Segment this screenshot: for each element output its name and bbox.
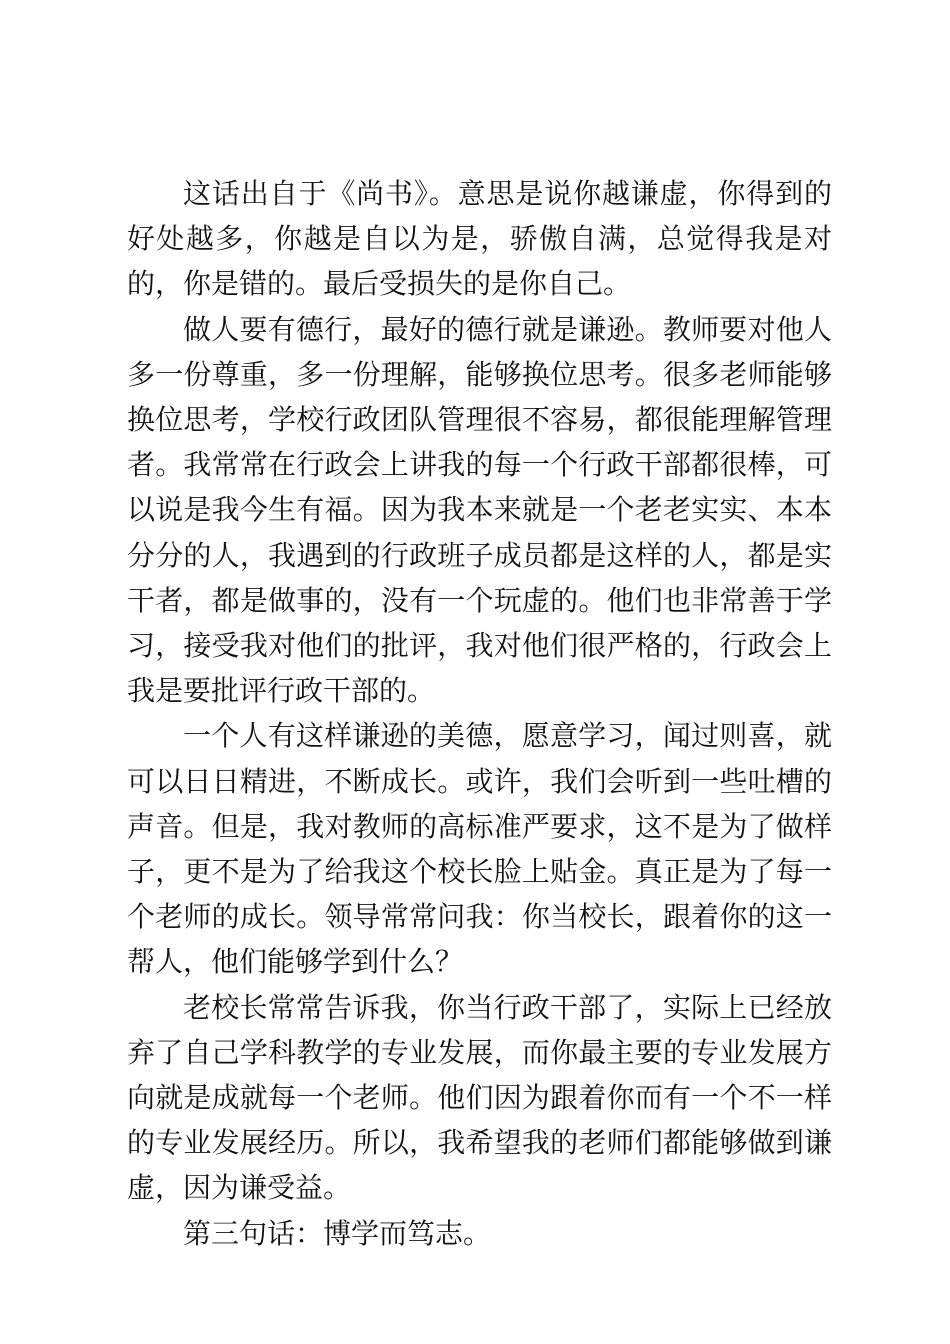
document-body	[127, 171, 832, 1256]
paragraph-growth: 一个人有这样谦逊的美德，愿意学习，闻过则喜，就可以日日精进，不断成长。或许，我们会听到一些吐槽的声音。但是，我对教师的高标准严要求，这不是为了做样子，更不是为了给我这个校长脸上贴金。真正是为了每一个老师的成长。领导常常问我：你当校长，跟着你的这一帮人，他们能够学到什么？	[127, 719, 832, 979]
paragraph-shangshu-quote: 这话出自于《尚书》。意思是说你越谦虚，你得到的好处越多，你越是自以为是，骄傲自满，总觉得我是对的，你是错的。最后受损失的是你自己。	[127, 177, 832, 301]
paragraph-old-principal: 老校长常常告诉我，你当行政干部了，实际上已经放弃了自己学科教学的专业发展，而你最主要的专业发展方向就是成就每一个老师。他们因为跟着你而有一个不一样的专业发展经历。所以，我希望我的老师们都能够做到谦虚，因为谦受益。	[127, 990, 832, 1205]
paragraph-virtue-humility: 做人要有德行，最好的德行就是谦逊。教师要对他人多一份尊重，多一份理解，能够换位思考。很多老师能够换位思考，学校行政团队管理很不容易，都很能理解管理者。我常常在行政会上讲我的每一个行政干部都很棒，可以说是我今生有福。因为我本来就是一个老老实实、本本分分的人，我遇到的行政班子成员都是这样的人，都是实干者，都是做事的，没有一个玩虚的。他们也非常善于学习，接受我对他们的批评，我对他们很严格的，行政会上我是要批评行政干部的。	[127, 312, 832, 708]
paragraph-third-saying: 第三句话：博学而笃志。	[183, 1216, 492, 1250]
